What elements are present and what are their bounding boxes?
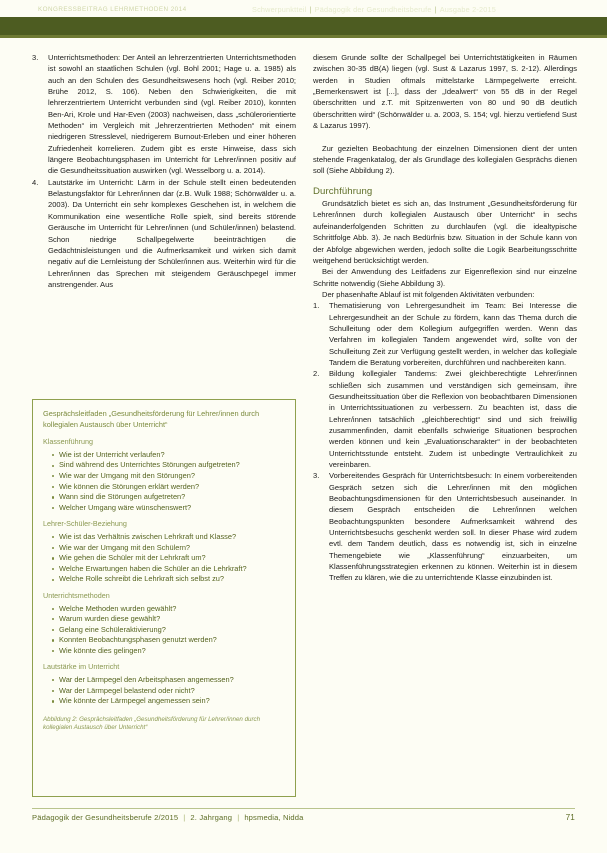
list-item: Welche Rolle schreibt die Lehrkraft sich selbst zu?: [52, 574, 285, 585]
header-left-text: KONGRESSBEITRAG LEHRMETHODEN 2014: [38, 5, 187, 13]
header-separator-2: |: [434, 4, 437, 14]
right-column: [313, 52, 577, 584]
list-item: Wie gehen die Schüler mit der Lehrkraft um?: [52, 553, 285, 564]
figure-2-group-heading: Lehrer-Schüler-Beziehung: [43, 519, 127, 529]
header-separator-1: |: [309, 4, 312, 14]
list-item: Wie könnte der Lärmpegel angemessen sein?: [52, 696, 285, 707]
list-item: Wie könnte dies gelingen?: [52, 646, 285, 657]
figure-2-group-lehrer-schueler-beziehung: [43, 519, 285, 585]
section-heading-durchfuehrung: Durchführung: [313, 185, 373, 197]
list-item: Wie ist der Unterricht verlaufen?: [52, 450, 285, 461]
right-list-item-2-text: Bildung kollegialer Tandems: Zwei gleichberechtigte Lehrer/innen schließen sich zusammen und verständigen sich gemeinsam, ihre Gesundheitssituation über die Reflexion von beobachtbaren Dimensionen in Unterrichtssituationen zu verbessern. Zu beachten ist, dass die Lehrer/innen tatsächlich „gleichberechtigt“ sind und sich freiwillig zusammenfinden, damit ebenfalls schwierige Situationen besprochen werden können und kein „Evaluationscharakter“ in der beobachteten Unterrichtsstunde entsteht. Zudem ist unbedingte Vertraulichkeit zu vereinbaren.: [329, 369, 577, 470]
header-right-text: [252, 0, 496, 18]
figure-2-group-unterrichtsmethoden: [43, 591, 285, 657]
list-item: Wie können die Störungen erklärt werden?: [52, 482, 285, 493]
right-list-item-2: [313, 368, 577, 470]
figure-2-title: Gesprächsleitfaden „Gesundheitsförderung für Lehrer/innen durch kollegialen Austausch über Unterricht“: [43, 409, 260, 429]
right-list-item-1-text: Thematisierung von Lehrergesundheit im Team: Bei Interesse die Lehrergesundheit an der Schule zu fördern, kann das Thema durch die Schulleitung oder dem Kollegium aufgegriffen werden. Wenn das Verfahren im kollegialen Tandem angewendet wird, sollte von der Schulleitung Zeit zur Verfügung gestellt werden, in welcher das kollegiale Tandem die Beratung vorbereiten, durchführen und nachbereiten kann.: [329, 301, 577, 367]
right-paragraph-2: Zur gezielten Beobachtung der einzelnen Dimensionen dient der unten stehende Fragenkatalog, der als Grundlage des kollegialen Gesprächs dienen soll (Siehe Abbildung 2).: [313, 143, 577, 176]
list-item: Wie war der Umgang mit den Störungen?: [52, 471, 285, 482]
right-paragraph-4: Bei der Anwendung des Leitfadens zur Eigenreflexion sind nur einzelne Schritte notwendig (Siehe Abbildung 3).: [313, 267, 577, 288]
footer-volume-label: 2. Jahrgang: [190, 813, 233, 822]
page-header-bar: [0, 17, 607, 35]
list-item: Welche Erwartungen haben die Schüler an die Lehrkraft?: [52, 564, 285, 575]
figure-2-question-list: [43, 532, 285, 585]
figure-2-question-list: [43, 604, 285, 657]
header-issue-label: Ausgabe 2-2015: [439, 4, 497, 14]
right-list-item-3-number: 3.: [313, 471, 320, 481]
list-item: War der Lärmpegel den Arbeitsphasen angemessen?: [52, 675, 285, 686]
footer-journal-label: Pädagogik der Gesundheitsberufe 2/2015: [32, 813, 179, 822]
figure-2-caption: Abbildung 2: Gesprächsleitfaden „Gesundheitsförderung für Lehrer/innen durch kollegialen Austausch über Unterricht“: [43, 715, 261, 732]
list-item: Gelang eine Schüleraktivierung?: [52, 625, 285, 636]
list-item: Wie ist das Verhältnis zwischen Lehrkraft und Klasse?: [52, 532, 285, 543]
left-list-item-3: [32, 52, 296, 177]
left-list-item-3-number: 3.: [32, 53, 39, 62]
left-list-item-4-number: 4.: [32, 177, 39, 187]
figure-2-group-klassenfuehrung: [43, 437, 285, 513]
list-item: Warum wurden diese gewählt?: [52, 614, 285, 625]
paragraph-gap-1: [313, 131, 577, 142]
right-paragraph-continuation: diesem Grunde sollte der Schallpegel bei Unterrichtstätigkeiten in Räumen zwischen 30-35 dB(A) liegen (vgl. Sust & Lazarus 1997, S. 2-12). Allerdings werden in Studien oftmals mittelstarke Lärmpegelwerte erreicht. „Bemerkenswert ist [...], dass der „Idealwert“ von 55 dB in der Regel überschritten und z.T. mit Spitzenwerten von 80 und 90 dB deutlich überschritten wird“ (Schönwälder u. a. 2003, S. 154; vgl. hierzu vertiefend Sust & Lazarus 1997).: [313, 53, 577, 131]
right-list-item-1-number: 1.: [313, 301, 320, 311]
right-list-item-3: [313, 470, 577, 583]
figure-2-group-lautstaerke: [43, 662, 285, 706]
figure-2-group-heading: Lautstärke im Unterricht: [43, 662, 120, 672]
figure-2-question-list: [43, 450, 285, 514]
figure-2-question-catalog-box: [32, 399, 296, 797]
list-item: Sind während des Unterrichtes Störungen aufgetreten?: [52, 460, 285, 471]
footer-publisher-label: hpsmedia, Nidda: [244, 813, 304, 822]
header-section-label: Schwerpunktteil: [252, 4, 307, 14]
page-header-underline: [0, 35, 607, 38]
right-list-item-3-text: Vorbereitendes Gespräch für Unterrichtsbesuch: In einem vorbereitenden Gespräch setzen sich die Lehrer/innen mit den möglichen Beobachtungsdimensionen für den Unterrichtsbesuch auseinander. In diesem Gespräch entscheiden die Lehrer/innen welchen Beobachtungspunkten besondere Aufmerksamkeit während des Unterrichtsbesuchs geschenkt werden soll. In dieser Phase wird zudem evtl. dem Tandem deutlich, dass es notwendig ist, sich in einzelne Themengebiete wie „Klassenführung“ einzuarbeiten, um Klassenführungsstrategien erkennen zu können. Weiterhin ist in diesem Treffen zu klären, wie die zu unterrichtende Klasse einzubinden ist.: [329, 471, 577, 583]
left-column: [32, 52, 296, 290]
list-item: Welche Methoden wurden gewählt?: [52, 604, 285, 615]
header-journal-label: Pädagogik der Gesundheitsberufe: [314, 4, 432, 14]
left-list-item-3-text: Unterrichtsmethoden: Der Anteil an lehrerzentrierten Unterrichtsmethoden ist sowohl an staatlichen Schulen (vgl. Bohl 2001; Hage u. a. 1985) als auch an den Schulen des Gesundheitswesens hoch (vgl. Reiber 2010; Brühe 2012, S. 106). Neben den Schwierigkeiten, die mit lehrerzentriertem Unterricht verbunden sind (vgl. Reiber 2010), konnten Ben-Ari, Krole und Har-Even (2003) nachweisen, dass „schülerorientierte Methoden“ im Vergleich mit „lehrerzentrierten Methoden“ mit einem niedrigeren Stresslevel, niedrigerem Burnout-Erleben und einer höheren Zufriedenheit korrelieren. Zudem gibt es erste Hinweise, dass sich längere Beobachtungsphasen im Unterricht für Lehrer/innen positiv auf die Gesundheitssituation auswirken (vgl. Wesselborg u. a. 2014).: [48, 53, 296, 176]
list-item: Wie war der Umgang mit den Schülern?: [52, 543, 285, 554]
right-paragraph-3: Grundsätzlich bietet es sich an, das Instrument „Gesundheitsförderung für Lehrer/innen durch kollegialen Austausch über Unterricht“ in sechs aufeinanderfolgenden Schritten zu durchlaufen (vgl. die idealtypische Schrittfolge Abb. 3). Je nach Bedürfnis bzw. Situation in der Schule kann von der Abfolge abgewichen werden, jedoch sollte die Logik Bearbeitungsschritte weitgehend berücksichtigt werden.: [313, 199, 577, 265]
page-footer: [32, 813, 575, 822]
figure-2-question-list: [43, 675, 285, 707]
footer-separator-1: |: [183, 813, 186, 822]
list-item: War der Lärmpegel belastend oder nicht?: [52, 686, 285, 697]
page-number: 71: [565, 813, 575, 822]
list-item: Welcher Umgang wäre wünschenswert?: [52, 503, 285, 514]
right-paragraph-5: Der phasenhafte Ablauf ist mit folgenden Aktivitäten verbunden:: [322, 289, 535, 299]
right-list-item-1: [313, 300, 577, 368]
right-list-item-2-number: 2.: [313, 369, 320, 379]
list-item: Wann sind die Störungen aufgetreten?: [52, 492, 285, 503]
footer-separator-2: |: [237, 813, 240, 822]
footer-divider: [32, 808, 575, 809]
list-item: Konnten Beobachtungsphasen genutzt werden?: [52, 635, 285, 646]
figure-2-group-heading: Klassenführung: [43, 437, 93, 447]
figure-2-group-heading: Unterrichtsmethoden: [43, 590, 110, 600]
left-list-item-4: [32, 177, 296, 290]
left-list-item-4-text: Lautstärke im Unterricht: Lärm in der Schule stellt einen bedeutenden Belastungsfaktor für Lehrer/innen dar (z.B. Wulk 1988; Schönwälder u. a. 2003). Da Unterricht ein sehr komplexes Geschehen ist, in welchem die Kommunikation eine wesentliche Rolle spielt, sind bereits störende Geräusche im Unterricht für Lehrer/innen (und Schüler/innen) belastend. Schon niedrige Schallpegelwerte beeinträchtigen die Gedächtnisleistungen und die Aufmerksamkeit und wirken sich damit negativ auf die Lernleistung der Schüler/innen aus. Weiterhin wird für die Lehrer/innen das Sprechen mit steigendem Geräuschpegel immer anstrengender. Aus: [48, 177, 296, 289]
